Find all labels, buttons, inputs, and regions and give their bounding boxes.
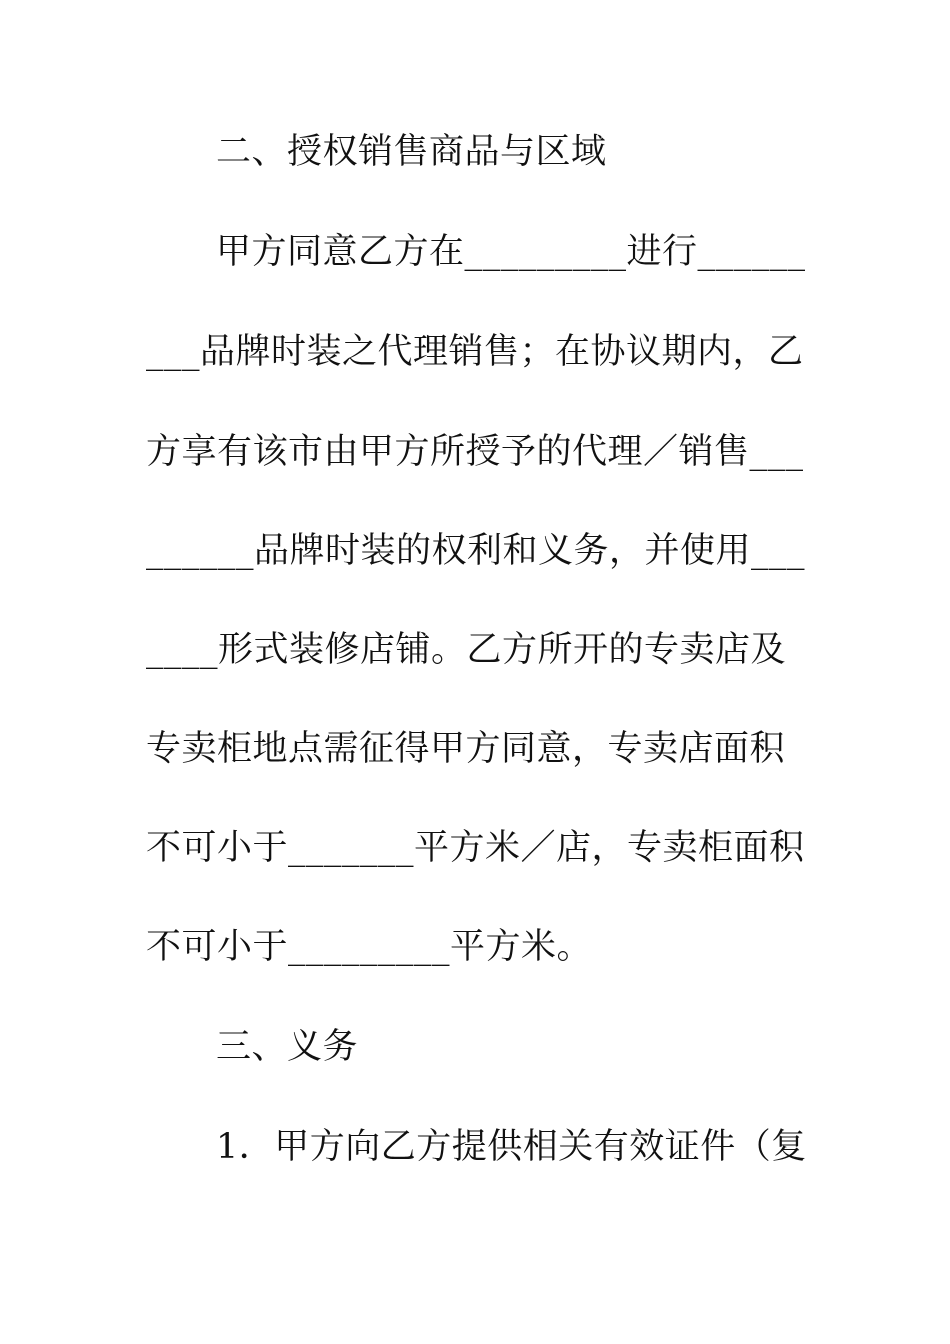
section-heading-3: 三、义务 [216,1027,359,1067]
paragraph-line: 不可小于_________平方米。 [146,927,593,967]
paragraph-line: 专卖柜地点需征得甲方同意，专卖店面积 [146,729,786,769]
section-heading-2: 二、授权销售商品与区域 [216,132,607,172]
paragraph-line: 不可小于_______平方米／店，专卖柜面积 [146,828,805,868]
paragraph-line: 方享有该市由甲方所授予的代理／销售___ [146,432,804,472]
paragraph-line: ______品牌时装的权利和义务，并使用___ [146,531,806,571]
list-item: 1．甲方向乙方提供相关有效证件（复 [216,1127,807,1167]
paragraph-line: 甲方同意乙方在_________进行______ [216,232,806,272]
paragraph-line: ____形式装修店铺。乙方所开的专卖店及 [146,630,787,670]
paragraph-line: ___品牌时装之代理销售；在协议期内，乙 [146,332,804,372]
